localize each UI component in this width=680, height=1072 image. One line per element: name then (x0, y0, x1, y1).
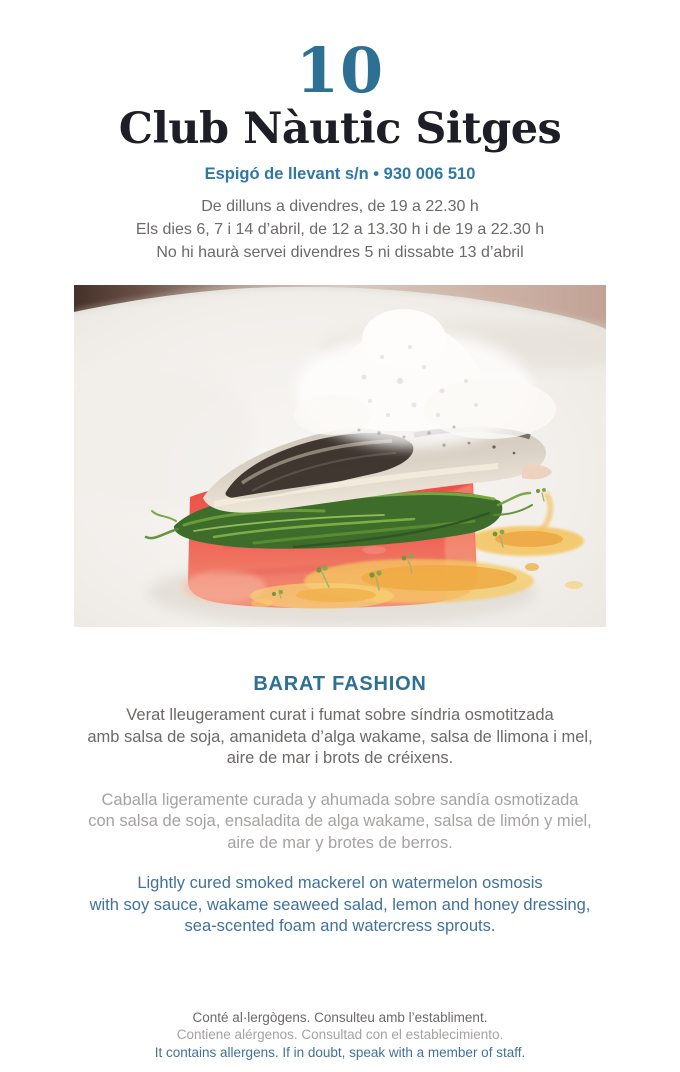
description-spanish-line-1: Caballa ligeramente curada y ahumada sobre sandía osmotizada (101, 790, 579, 809)
allergen-notice-spanish: Contiene alérgenos. Consultad con el establecimiento. (176, 1027, 504, 1043)
allergen-notice (0, 1009, 680, 1061)
venue-title: Club Nàutic Sitges (118, 103, 562, 154)
description-catalan-line-3: aire de mar i brots de créixens. (226, 749, 454, 768)
description-english-line-3: sea-scented foam and watercress sprouts. (184, 916, 496, 935)
allergen-notice-english: It contains allergens. If in doubt, speak with a member of staff. (154, 1044, 526, 1060)
schedule-line-1: De dilluns a divendres, de 19 a 22.30 h (201, 198, 479, 216)
description-english-line-2: with soy sauce, wakame seaweed salad, lemon and honey dressing, (89, 895, 591, 914)
dish-photo-illustration (74, 285, 606, 627)
description-spanish-line-2: con salsa de soja, ensaladita de alga wakame, salsa de limón y miel, (88, 812, 592, 831)
dish-photo (74, 285, 606, 627)
venue-address: Espigó de llevant s/n • 930 006 510 (204, 165, 476, 184)
description-english (0, 873, 680, 937)
description-english-line-1: Lightly cured smoked mackerel on watermelon osmosis (137, 874, 543, 893)
venue-number: 10 (295, 34, 385, 107)
schedule-line-3: No hi haurà servei divendres 5 ni dissabte 13 d’abril (156, 243, 524, 261)
description-spanish-line-3: aire de mar y brotes de berros. (227, 833, 453, 852)
dish-name: BARAT FASHION (253, 673, 427, 696)
allergen-notice-catalan: Conté al·lergògens. Consulteu amb l’establiment. (192, 1010, 488, 1026)
description-spanish (0, 790, 680, 854)
description-catalan (0, 705, 680, 769)
description-catalan-line-1: Verat lleugerament curat i fumat sobre síndria osmotitzada (126, 706, 554, 725)
schedule (0, 196, 680, 264)
description-catalan-line-2: amb salsa de soja, amanideta d’alga wakame, salsa de llimona i mel, (87, 727, 593, 746)
schedule-line-2: Els dies 6, 7 i 14 d’abril, de 12 a 13.30 h i de 19 a 22.30 h (135, 221, 545, 239)
menu-page (0, 34, 680, 1060)
